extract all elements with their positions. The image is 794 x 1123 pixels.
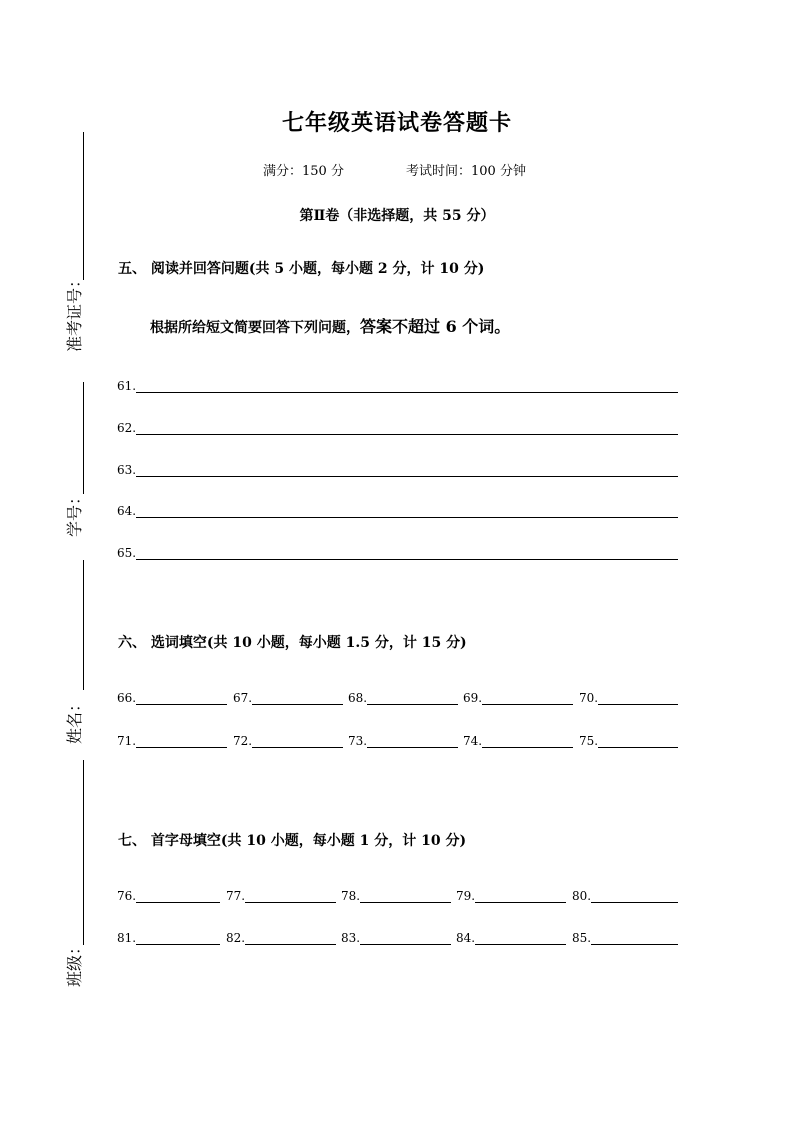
question-number: 62. xyxy=(117,421,137,435)
exam-number-label: 准考证号： xyxy=(65,271,84,352)
question-number: 67. xyxy=(233,691,253,705)
answer-row-62 xyxy=(117,421,678,435)
section-5-instruction xyxy=(150,314,510,337)
section-7-heading: 七、 首字母填空(共 10 小题，每小题 1 分，计 10 分) xyxy=(118,833,467,849)
blank-71 xyxy=(117,734,227,748)
blank-82 xyxy=(226,931,336,945)
blank-81 xyxy=(117,931,220,945)
answer-line[interactable] xyxy=(245,931,336,945)
blank-67 xyxy=(233,691,343,705)
binding-line-3 xyxy=(83,560,84,690)
blank-74 xyxy=(463,734,573,748)
page-title: 七年级英语试卷答题卡 xyxy=(281,110,512,136)
blank-80 xyxy=(572,889,678,903)
answer-line[interactable] xyxy=(482,691,573,705)
question-number: 77. xyxy=(226,889,246,903)
answer-row-61 xyxy=(117,379,678,393)
exam-time: 考试时间：100 分钟 xyxy=(406,164,526,179)
answer-line[interactable] xyxy=(252,734,343,748)
question-number: 61. xyxy=(117,379,137,393)
answer-line[interactable] xyxy=(591,889,678,903)
answer-line[interactable] xyxy=(245,889,336,903)
answer-line[interactable] xyxy=(136,463,678,477)
name-label: 姓名： xyxy=(65,695,84,744)
binding-line-2 xyxy=(83,382,84,494)
answer-line[interactable] xyxy=(136,421,678,435)
question-number: 80. xyxy=(572,889,592,903)
question-number: 75. xyxy=(579,734,599,748)
answer-line[interactable] xyxy=(136,734,227,748)
answer-line[interactable] xyxy=(136,504,678,518)
question-number: 73. xyxy=(348,734,368,748)
blank-83 xyxy=(341,931,451,945)
blank-69 xyxy=(463,691,573,705)
binding-line-4 xyxy=(83,760,84,945)
question-number: 85. xyxy=(572,931,592,945)
part-heading: 第Ⅱ卷（非选择题，共 55 分） xyxy=(299,208,495,224)
question-number: 76. xyxy=(117,889,137,903)
answer-line[interactable] xyxy=(475,889,566,903)
blank-70 xyxy=(579,691,678,705)
section-6-heading: 六、 选词填空(共 10 小题，每小题 1.5 分，计 15 分) xyxy=(118,635,467,651)
question-number: 81. xyxy=(117,931,137,945)
blank-68 xyxy=(348,691,458,705)
answer-row-65 xyxy=(117,546,678,560)
section-5-heading: 五、 阅读并回答问题(共 5 小题，每小题 2 分，计 10 分) xyxy=(118,261,485,277)
answer-line[interactable] xyxy=(598,691,678,705)
question-number: 64. xyxy=(117,504,137,518)
instruction-text-emphasis: 答案不超过 6 个词。 xyxy=(360,317,511,336)
question-number: 66. xyxy=(117,691,137,705)
blank-78 xyxy=(341,889,451,903)
answer-line[interactable] xyxy=(475,931,566,945)
blank-77 xyxy=(226,889,336,903)
question-number: 84. xyxy=(456,931,476,945)
blank-73 xyxy=(348,734,458,748)
answer-line[interactable] xyxy=(482,734,573,748)
blank-75 xyxy=(579,734,678,748)
full-score: 满分：150 分 xyxy=(263,164,344,179)
blank-85 xyxy=(572,931,678,945)
answer-row-63 xyxy=(117,463,678,477)
blank-79 xyxy=(456,889,566,903)
question-number: 74. xyxy=(463,734,483,748)
question-number: 71. xyxy=(117,734,137,748)
question-number: 68. xyxy=(348,691,368,705)
question-number: 70. xyxy=(579,691,599,705)
answer-line[interactable] xyxy=(360,889,451,903)
answer-line[interactable] xyxy=(136,931,220,945)
instruction-text: 根据所给短文简要回答下列问题， xyxy=(150,320,360,336)
blank-76 xyxy=(117,889,220,903)
question-number: 79. xyxy=(456,889,476,903)
blank-84 xyxy=(456,931,566,945)
question-number: 72. xyxy=(233,734,253,748)
question-number: 69. xyxy=(463,691,483,705)
class-label: 班级： xyxy=(65,938,84,987)
answer-line[interactable] xyxy=(136,379,678,393)
answer-line[interactable] xyxy=(591,931,678,945)
question-number: 78. xyxy=(341,889,361,903)
student-number-label: 学号： xyxy=(65,488,84,537)
blank-72 xyxy=(233,734,343,748)
answer-line[interactable] xyxy=(136,546,678,560)
answer-line[interactable] xyxy=(367,734,458,748)
question-number: 82. xyxy=(226,931,246,945)
answer-line[interactable] xyxy=(252,691,343,705)
blank-66 xyxy=(117,691,227,705)
answer-line[interactable] xyxy=(367,691,458,705)
answer-line[interactable] xyxy=(598,734,678,748)
answer-row-64 xyxy=(117,504,678,518)
question-number: 83. xyxy=(341,931,361,945)
question-number: 63. xyxy=(117,463,137,477)
question-number: 65. xyxy=(117,546,137,560)
answer-line[interactable] xyxy=(136,691,227,705)
answer-line[interactable] xyxy=(360,931,451,945)
answer-line[interactable] xyxy=(136,889,220,903)
